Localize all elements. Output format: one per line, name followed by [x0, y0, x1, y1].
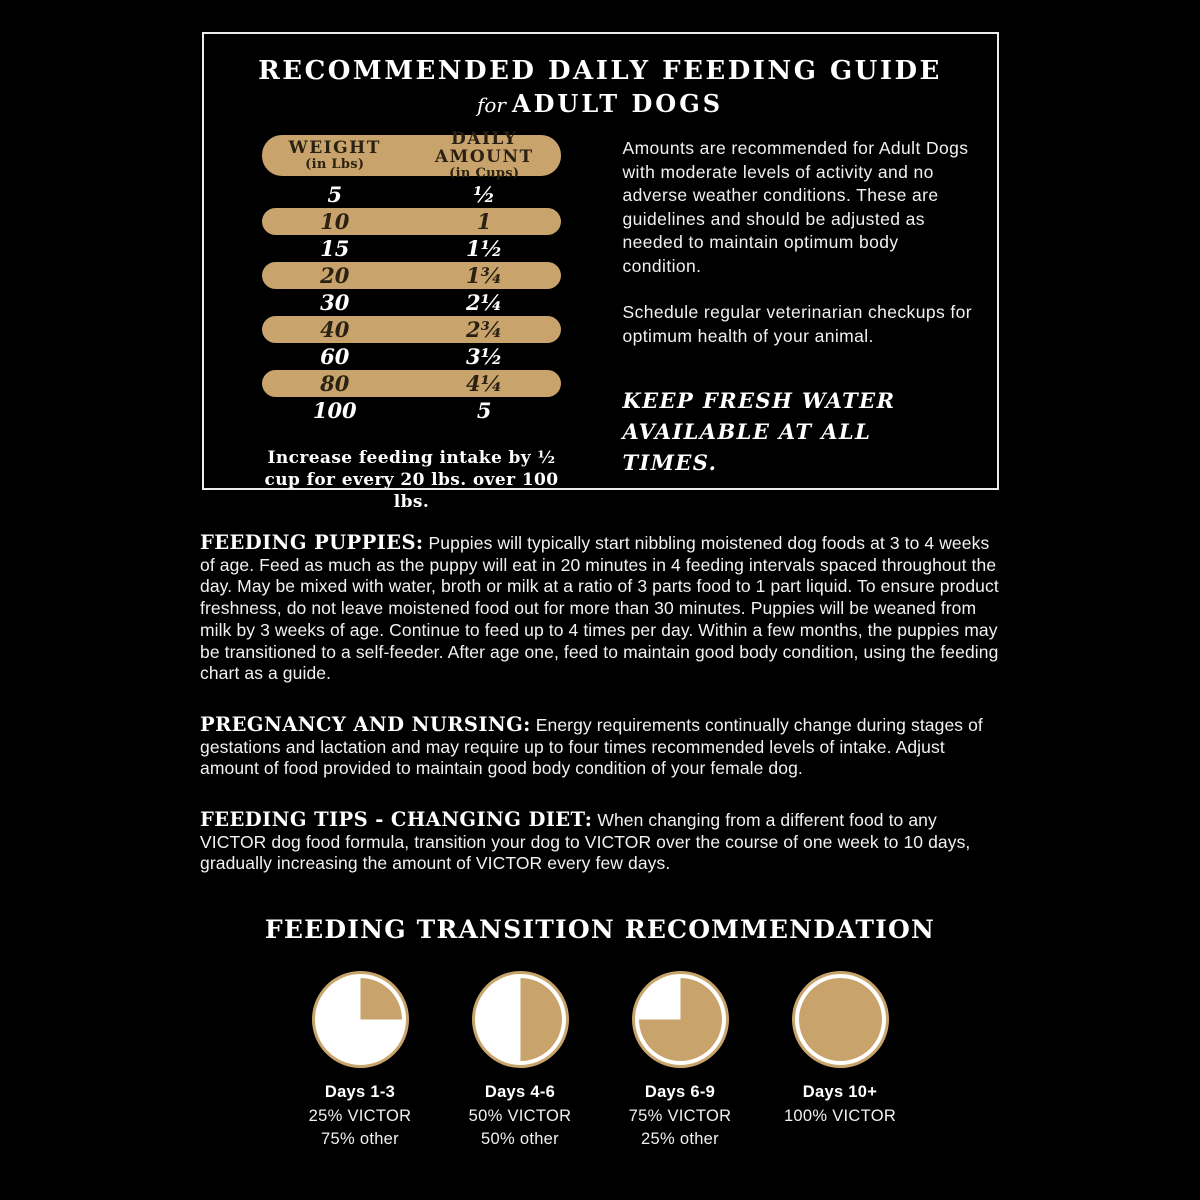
table-row — [262, 208, 561, 235]
pie-chart-25-percent-icon — [312, 971, 409, 1068]
step-victor-label: 50% VICTOR — [468, 1107, 572, 1126]
table-row — [262, 343, 561, 370]
table-row — [262, 316, 561, 343]
weight-value: 100 — [312, 398, 357, 423]
amount-value: 4¼ — [465, 371, 503, 396]
weight-value: 30 — [320, 290, 350, 315]
weight-value: 40 — [320, 317, 350, 342]
pie-chart-75-percent-icon — [632, 971, 729, 1068]
section-body: Energy requirements continually change during stages of gestations and lactation and may require up to four times recommended levels of intake. Adjust amount of food provided to maintain good body condition of your female dog. — [200, 714, 983, 779]
section-heading: FEEDING TIPS - CHANGING DIET: — [200, 808, 593, 832]
guide-subtitle-for: for — [476, 93, 506, 117]
info-paragraph-activity: Amounts are recommended for Adult Dogs with moderate levels of activity and no adverse weather conditions. These are guidelines and should be adjusted as needed to maintain optimum body condition. — [622, 138, 969, 276]
table-row — [262, 262, 561, 289]
feeding-table-header — [262, 128, 561, 181]
transition-step-days-6-9 — [616, 971, 744, 1149]
transition-step-days-1-3 — [296, 971, 424, 1149]
transition-title: FEEDING TRANSITION RECOMMENDATION — [264, 915, 936, 945]
step-victor-label: 75% VICTOR — [628, 1107, 732, 1126]
section-body: Puppies will typically start nibbling moistened dog foods at 3 to 4 weeks of age. Feed as much as the puppy will eat in 20 minutes in 4 feeding intervals spaced throughout the day. May be mixed with water, broth or milk at a ratio of 3 parts food to 1 part liquid. To ensure product freshness, do not leave moistened food out for more than 30 minutes. Puppies will be weaned from milk by 3 weeks of age. Continue to feed up to 4 times per day. Within a few months, the puppies may be transitioned to a self-feeder. After age one, feed to maintain good body condition, using the feeding chart as a guide. — [200, 533, 999, 684]
fresh-water-note: KEEP FRESH WATER AVAILABLE AT ALL TIMES. — [622, 388, 896, 475]
amount-value: 1½ — [465, 236, 503, 261]
transition-step-days-10-plus — [776, 971, 904, 1149]
section-heading: FEEDING PUPPIES: — [200, 531, 424, 554]
weight-value: 10 — [320, 209, 350, 234]
amount-value: 5 — [476, 398, 492, 423]
table-footnote: Increase feeding intake by ½ cup for every 20 lbs. over 100 lbs. — [264, 448, 559, 512]
transition-step-days-4-6 — [456, 971, 584, 1149]
step-days-label: Days 1-3 — [324, 1083, 396, 1102]
table-row — [262, 370, 561, 397]
guide-info-column — [623, 135, 977, 513]
amount-value: 1¾ — [465, 263, 503, 288]
weight-value: 15 — [320, 236, 350, 261]
feeding-table — [262, 128, 561, 513]
transition-steps — [0, 971, 1200, 1149]
step-victor-label: 100% VICTOR — [783, 1107, 897, 1126]
section-feeding-puppies — [200, 532, 1005, 685]
guide-columns — [262, 128, 977, 513]
table-row — [262, 397, 561, 424]
weight-value: 5 — [327, 182, 343, 207]
section-feeding-tips — [200, 809, 1005, 875]
step-days-label: Days 4-6 — [484, 1083, 556, 1102]
guide-subtitle-main: ADULT DOGS — [511, 89, 724, 118]
table-row — [262, 235, 561, 262]
feeding-transition-section — [0, 915, 1200, 1149]
step-days-label: Days 10+ — [802, 1083, 878, 1102]
guide-title: RECOMMENDED DAILY FEEDING GUIDE — [258, 56, 942, 86]
amount-value: 1 — [476, 209, 492, 234]
step-other-label: 25% other — [641, 1130, 719, 1149]
step-other-label: 75% other — [321, 1130, 399, 1149]
weight-value: 60 — [320, 344, 350, 369]
section-pregnancy-nursing — [200, 714, 1005, 780]
amount-value: 2¾ — [465, 317, 503, 342]
step-victor-label: 25% VICTOR — [308, 1107, 412, 1126]
section-body: When changing from a different food to any VICTOR dog food formula, transition your dog to VICTOR over the course of one week to 10 days, gradually increasing the amount of VICTOR every few days. — [200, 810, 971, 874]
weight-value: 80 — [320, 371, 350, 396]
weight-value: 20 — [320, 263, 350, 288]
info-paragraph-vet: Schedule regular veterinarian checkups for optimum health of your animal. — [622, 302, 972, 346]
pie-chart-100-percent-icon — [792, 971, 889, 1068]
guide-subtitle — [224, 89, 977, 118]
table-row — [262, 181, 561, 208]
feeding-guide-box — [202, 32, 999, 512]
section-heading: PREGNANCY AND NURSING: — [200, 712, 531, 736]
amount-value: 3½ — [465, 344, 503, 369]
pie-chart-50-percent-icon — [472, 971, 569, 1068]
weight-column-header: WEIGHT (in Lbs) — [288, 137, 381, 172]
step-other-label: 50% other — [481, 1130, 559, 1149]
amount-value: ½ — [473, 182, 496, 207]
step-days-label: Days 6-9 — [644, 1083, 716, 1102]
table-row — [262, 289, 561, 316]
body-sections — [200, 532, 1005, 875]
amount-value: 2¼ — [465, 290, 503, 315]
amount-column-header: DAILY AMOUNT (in Cups) — [434, 128, 534, 181]
